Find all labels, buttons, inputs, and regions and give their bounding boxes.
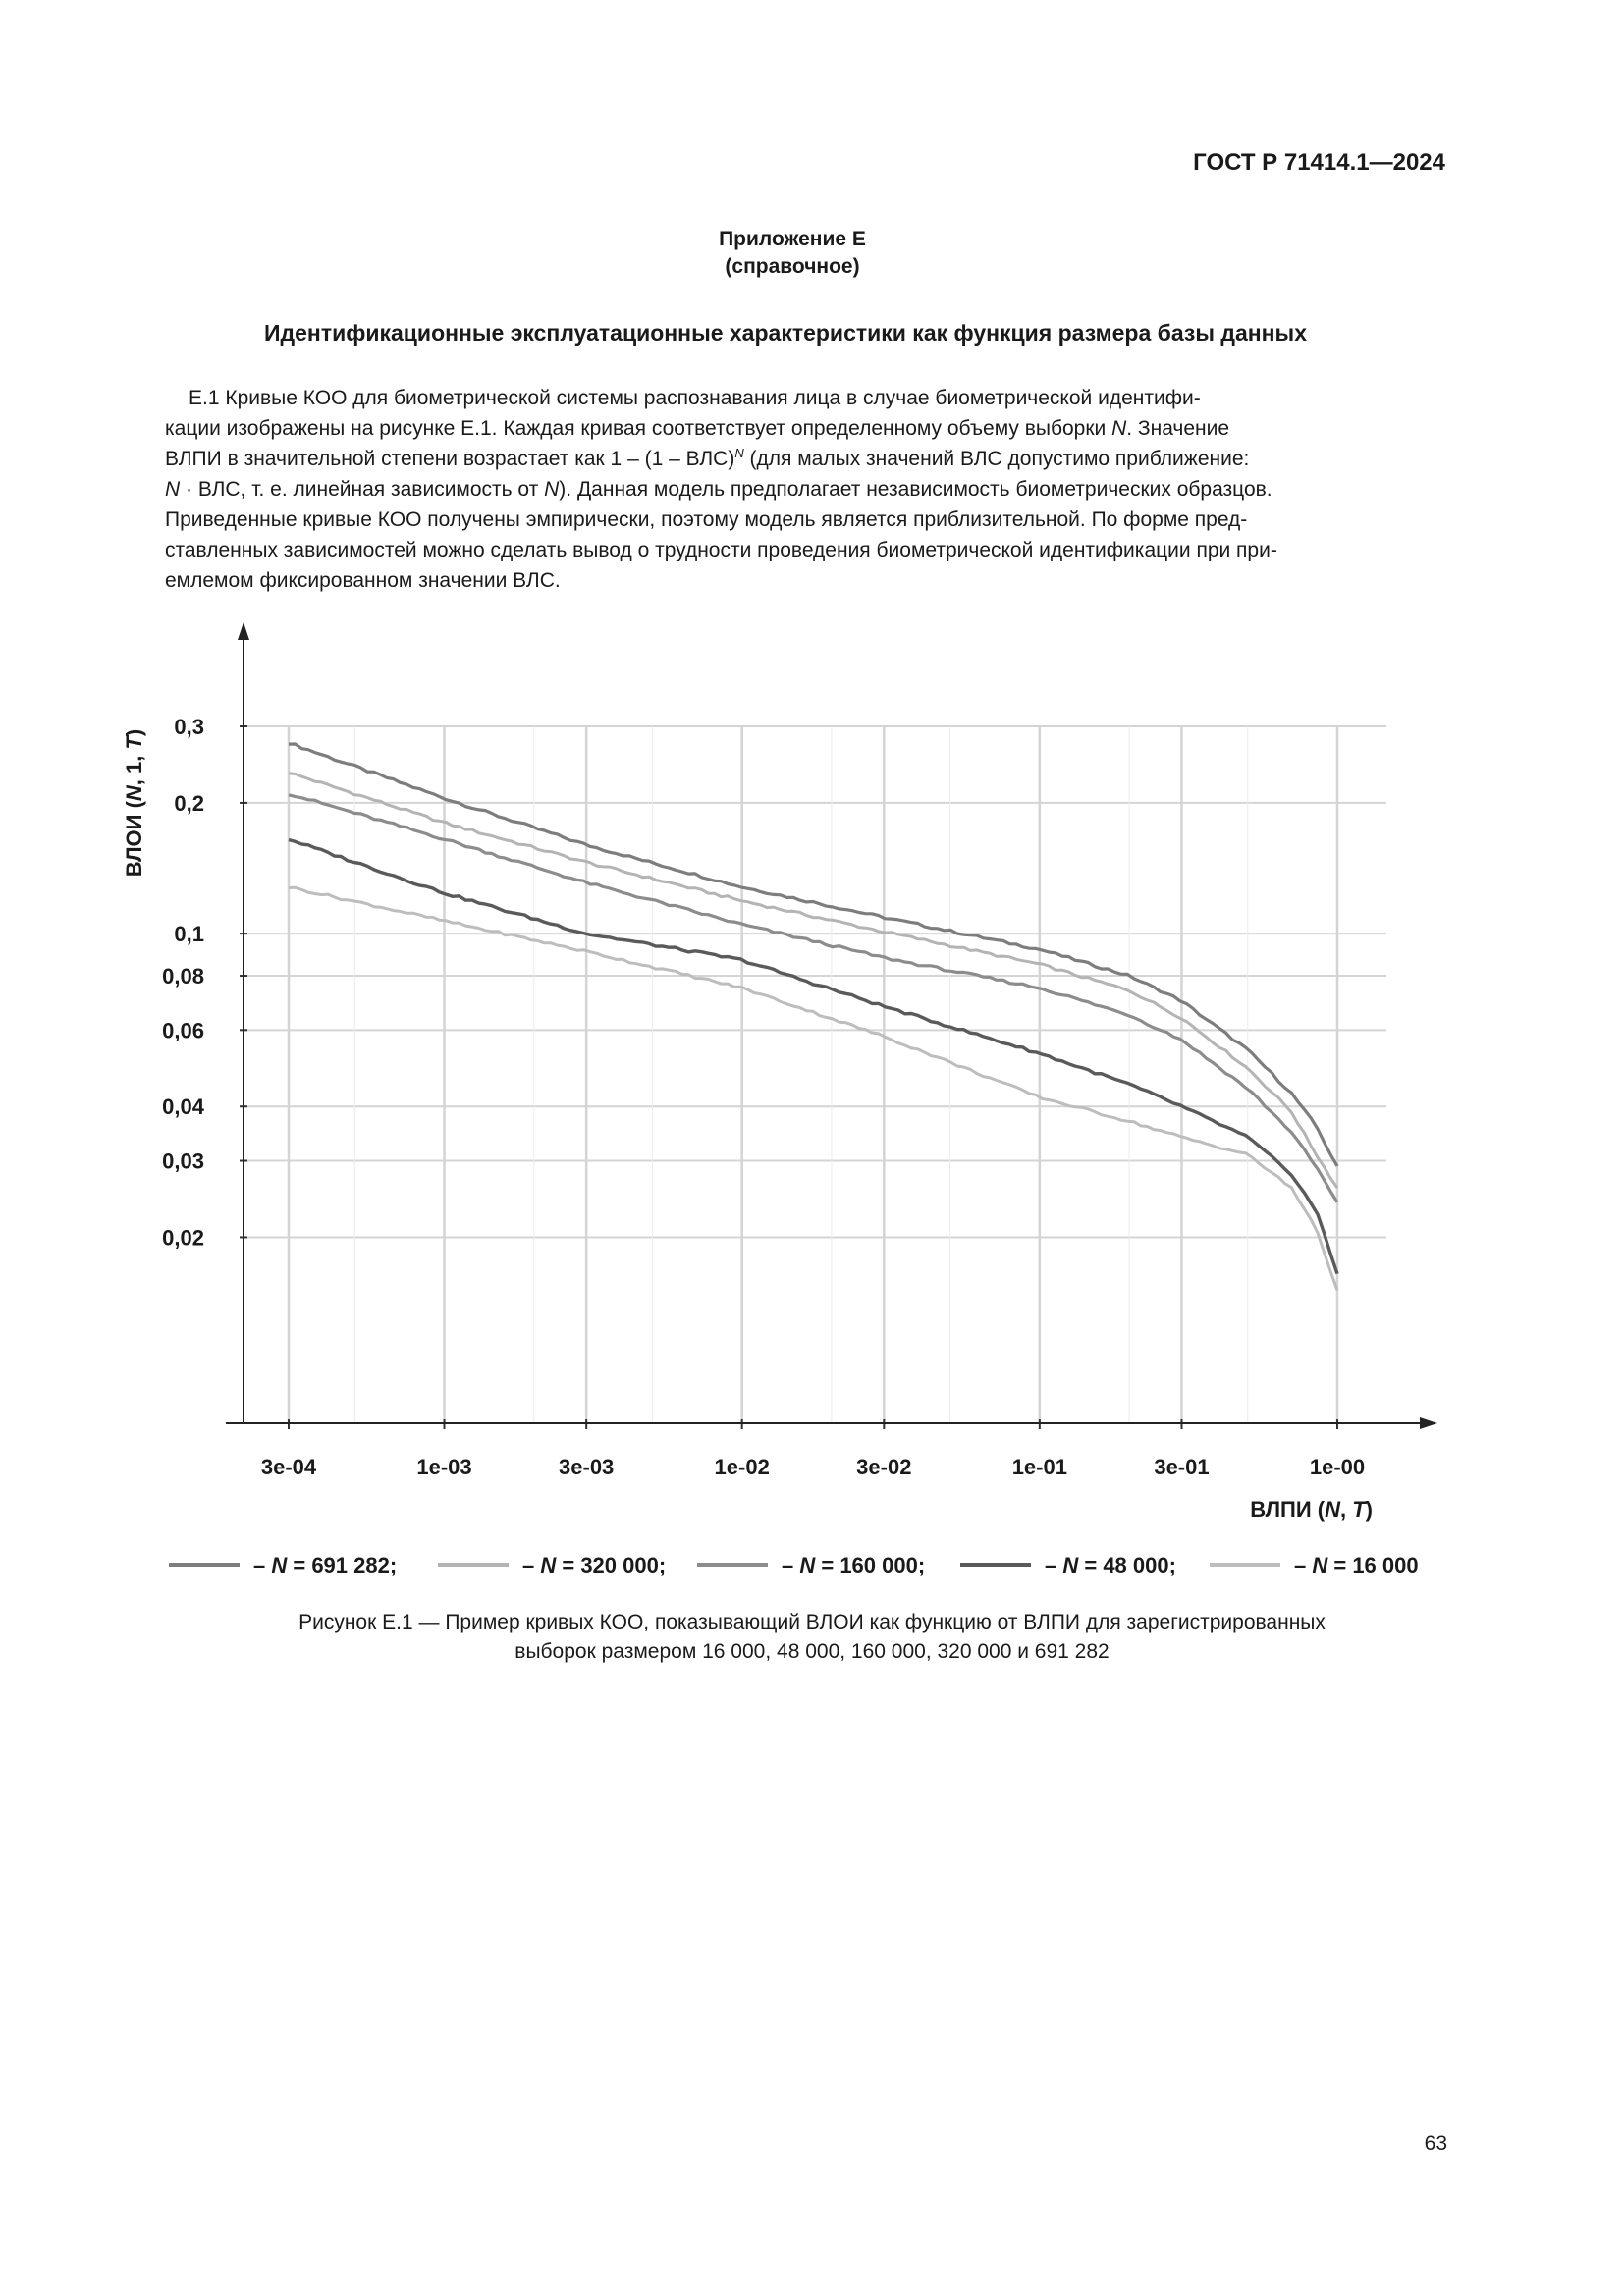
series-line [289,840,1337,1274]
text-run: (для малых значений ВЛС допустимо приближение: [743,448,1250,470]
legend-label-n: N [1312,1553,1328,1577]
caption-line: выборок размером 16 000, 48 000, 160 000, 320 000 и 691 282 [514,1640,1110,1663]
legend-label-n: N [1062,1553,1079,1577]
text-run: кации изображены на рисунке Е.1. Каждая кривая соответствует определенному объему выборки [165,417,1112,440]
x-tick-label: 1e-03 [416,1455,472,1479]
series-line [289,774,1337,1188]
legend-label [782,1553,925,1577]
x-axis-title-part: ) [1365,1497,1373,1522]
text-run: ). Данная модель предполагает независимость биометрических образцов. [559,478,1272,501]
legend-label-n: N [540,1553,557,1577]
x-axis-title-part: , [1339,1497,1353,1522]
x-tick-label: 3e-03 [559,1455,615,1479]
appendix-subtitle: (справочное) [725,255,860,278]
paragraph-line: Приведенные кривые КОО получены эмпирически, поэтому модель является приблизительной. По форме пред- [165,508,1248,531]
x-tick-label: 3e-01 [1154,1455,1210,1479]
legend-label-prefix: – [1045,1553,1063,1577]
x-tick-label: 3e-04 [260,1455,317,1479]
series-line [289,744,1337,1166]
x-axis-arrow [1420,1417,1437,1429]
series-line [289,795,1337,1202]
variable-n: N [165,478,181,501]
x-axis-title-part: ВЛПИ ( [1250,1497,1326,1522]
legend-label-prefix: – [522,1553,541,1577]
text-run: . Значение [1126,417,1230,440]
chart-legend [169,1553,1419,1577]
legend-label-n: N [271,1553,288,1577]
y-axis-title [122,729,146,878]
y-axis-title-part: ВЛОИ ( [122,801,146,878]
x-tick-label: 1e-00 [1309,1455,1366,1479]
legend-label-n: N [799,1553,816,1577]
x-tick-label: 3e-02 [856,1455,912,1479]
legend-label-value: = 320 000; [556,1553,667,1577]
caption-line: Рисунок Е.1 — Пример кривых КОО, показывающий ВЛОИ как функцию от ВЛПИ для зарегистрированных [298,1611,1326,1633]
y-axis-title-part: T [122,736,146,750]
y-axis-title-part: N [122,785,146,802]
y-tick-label: 0,3 [174,715,204,739]
legend-label-prefix: – [782,1553,800,1577]
standard-code: ГОСТ Р 71414.1—2024 [1193,149,1445,176]
legend-label-value: = 691 282; [287,1553,398,1577]
chart-series [289,744,1337,1291]
y-tick-label: 0,06 [162,1018,204,1043]
legend-label [1045,1553,1176,1577]
legend-label [522,1553,666,1577]
paragraph-line: Е.1 Кривые КОО для биометрической системы распознавания лица в случае биометрической идентифи- [189,387,1201,409]
x-tick-label: 1e-01 [1011,1455,1067,1479]
y-tick-label: 0,08 [162,964,204,989]
y-axis-arrow [238,622,249,640]
chart-labels [122,715,1373,1522]
y-axis-title-part: , 1, [122,749,146,786]
legend-label-value: = 48 000; [1078,1553,1176,1577]
text-run: ВЛПИ в значительной степени возрастает как 1 – (1 – ВЛС) [165,448,735,470]
paragraph-line: емлемом фиксированном значении ВЛС. [165,569,561,592]
section-title: Идентификационные эксплуатационные характеристики как функция размера базы данных [264,320,1307,346]
y-tick-label: 0,03 [162,1148,204,1174]
x-axis-title [1250,1497,1373,1522]
legend-label-prefix: – [253,1553,272,1577]
exponent-n: N [734,446,744,460]
series-line [289,887,1337,1290]
y-axis-title-part: ) [122,728,146,737]
page-number: 63 [1424,2132,1447,2155]
legend-label-value: = 160 000; [815,1553,926,1577]
x-axis-title-part: T [1352,1497,1366,1522]
y-tick-label: 0,02 [162,1225,204,1251]
legend-label [1294,1553,1419,1577]
legend-label [253,1553,397,1577]
x-axis-title-part: N [1325,1497,1340,1522]
text-run: · ВЛС, т. е. линейная зависимость от [180,478,545,501]
y-tick-label: 0,1 [174,922,204,947]
appendix-title: Приложение E [719,228,866,250]
legend-label-value: = 16 000 [1327,1553,1419,1577]
variable-n: N [544,478,560,501]
y-tick-label: 0,04 [162,1095,204,1120]
paragraph-line: ставленных зависимостей можно сделать вывод о трудности проведения биометрической идентификации при при- [165,539,1277,561]
legend-label-prefix: – [1294,1553,1313,1577]
variable-n: N [1111,417,1127,440]
x-tick-label: 1e-02 [714,1455,770,1479]
y-tick-label: 0,2 [174,790,204,816]
figure-caption [0,1608,1624,1667]
